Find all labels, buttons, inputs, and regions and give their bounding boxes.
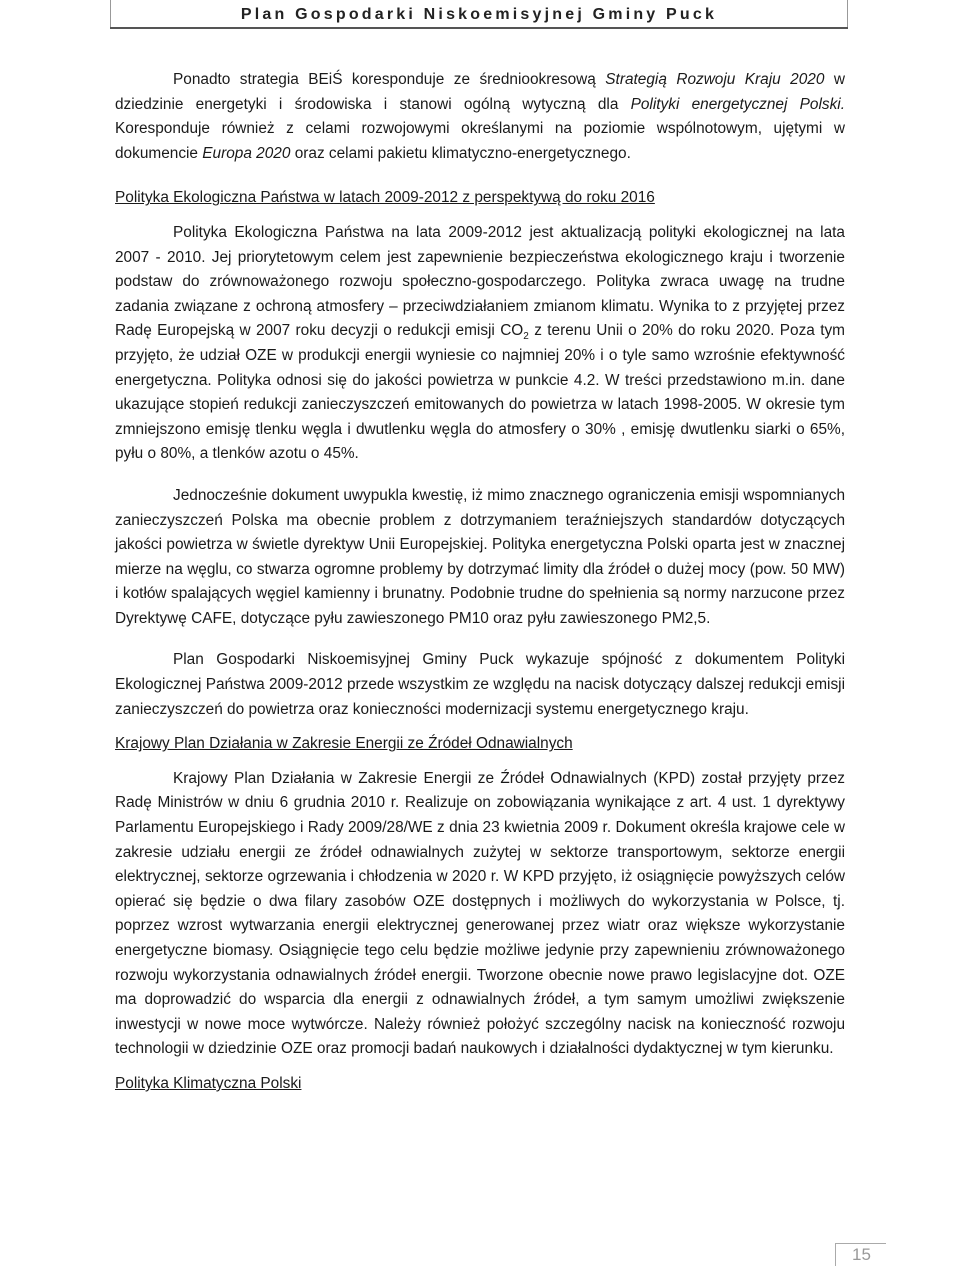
para1-italic-strategy-title: Strategią Rozwoju Kraju 2020	[605, 71, 825, 88]
para1-text-2: w dziedzinie energetyki i środowiska i stanowi ogólną wytyczną dla	[115, 71, 845, 113]
header-rule	[110, 27, 848, 29]
section-heading-climate-policy: Polityka Klimatyczna Polski	[115, 1074, 302, 1092]
section-heading-ecological-policy: Polityka Ekologiczna Państwa w latach 2009-2012 z perspektywą do roku 2016	[115, 189, 655, 207]
co2-subscript: 2	[523, 331, 529, 343]
paragraph-consistency: Plan Gospodarki Niskoemisyjnej Gminy Puck wykazuje spójność z dokumentem Polityki Ekologicznej Państwa 2009-2012 przede wszystkim ze względu na nacisk dotyczący dalszej redukcji emisji zanieczyszczeń do powietrza oraz konieczności modernizacji systemu energetycznego kraju.	[115, 651, 845, 718]
para1-italic-energy-policy: Polityki energetycznej Polski.	[630, 95, 845, 113]
section-heading-renewable-plan: Krajowy Plan Działania w Zakresie Energii ze Źródeł Odnawialnych	[115, 735, 573, 753]
para1-text-4: oraz celami pakietu klimatyczno-energetycznego.	[290, 144, 631, 162]
para2-text-1: Polityka Ekologiczna Państwa na lata 2009-2012 jest aktualizacją polityki ekologicznej na lata 2007 - 2010. Jej priorytetowym celem jest zapewnienie bezpieczeństwa ekologicznego kraju i tworzenie podstaw do zrównoważonego rozwoju społeczno-gospodarczego. Polityka zwraca uwagę na trudne zadania związane z ochroną atmosfery – przeciwdziałaniem zmianom klimatu. Wynika to z przyjętej przez Radę Europejską w 2007 roku decyzji o redukcji emisji CO	[115, 223, 845, 340]
paragraph-ecological-policy	[115, 221, 845, 467]
paragraph-renewable-plan: Krajowy Plan Działania w Zakresie Energii ze Źródeł Odnawialnych (KPD) został przyjęty przez Radę Ministrów w dniu 6 grudnia 2010 r. Realizuje on zobowiązania wynikające z art. 4 ust. 1 dyrektywy Parlamentu Europejskiego i Rady 2009/28/WE z dnia 23 kwietnia 2009 r. Dokument określa krajowe cele w zakresie udziału energii ze źródeł odnawialnych zużytej w sektorze transportowym, sektorze energii elektrycznej, sektorze ogrzewania i chłodzenia w 2020 r. W KPD przyjęto, iż osiągnięcie powyższych celów opierać się będzie o dwa filary zasobów OZE dostępnych i możliwych do wykorzystania w Polsce, tj. poprzez wzrost wytwarzania energii elektrycznej generowanej przez wiatr oraz większe wykorzystanie energetyczne biomasy. Osiągnięcie tego celu będzie możliwe jedynie przy zapewnieniu zrównoważonego rozwoju wykorzystania odnawialnych źródeł energii. Tworzone obecnie nowe prawo legislacyjne dot. OZE ma doprowadzić do wsparcia dla energii z odnawialnych źródeł, a tym samym umożliwi zwiększenie inwestycji w nowe moce wytwórcze. Należy również położyć szczególny nacisk na konieczność rozwoju technologii w dziedzinie OZE oraz promocji badań naukowych i działalności dydaktycznej w tym kierunku.	[115, 769, 845, 1058]
page-number: 15	[852, 1245, 871, 1264]
page-content	[115, 68, 845, 1097]
para1-italic-europe-2020: Europa 2020	[202, 144, 291, 162]
running-header-title: Plan Gospodarki Niskoemisyjnej Gminy Puck	[240, 6, 718, 23]
para1-text-1: Ponadto strategia BEiŚ koresponduje ze średniookresową	[173, 71, 606, 88]
para2-text-2: z terenu Unii o 20% do roku 2020. Poza tym przyjęto, że udział OZE w produkcji energii wyniesie co najmniej 20% i o tyle samo wzrośnie efektywność energetyczna. Polityka odnosi się do jakości powietrza w punkcie 4.2. W treści przedstawiono m.in. dane ukazujące stopień redukcji zanieczyszczeń emitowanych do powietrza w latach 1998-2005. W okresie tym zmniejszono emisję tlenku węgla i dwutlenku węgla do atmosfery o 30% , emisję dwutlenku siarki o 65%, pyłu o 80%, a tlenków azotu o 45%.	[115, 322, 846, 463]
paragraph-strategy	[115, 68, 845, 166]
paragraph-air-quality: Jednocześnie dokument uwypukla kwestię, iż mimo znacznego ograniczenia emisji wspomnianych zanieczyszczeń Polska ma obecnie problem z dotrzymaniem teraźniejszych standardów dotyczących jakości powietrza w świetle dyrektyw Unii Europejskiej. Polityka energetyczna Polski oparta jest w znacznej mierze na węglu, co stwarza ogromne problemy by dotrzymać limity dla źródeł o dużej mocy (pow. 50 MW) i kotłów spalających węgiel kamienny i brunatny. Podobnie trudne do spełnienia są normy narzucone przez Dyrektywę CAFE, dotyczące pyłu zawieszonego PM10 oraz pyłu zawieszonego PM2,5.	[115, 486, 845, 627]
para1-text-3: Koresponduje również z celami rozwojowymi określanymi na poziomie wspólnotowym, ujętymi w dokumencie	[115, 120, 845, 162]
